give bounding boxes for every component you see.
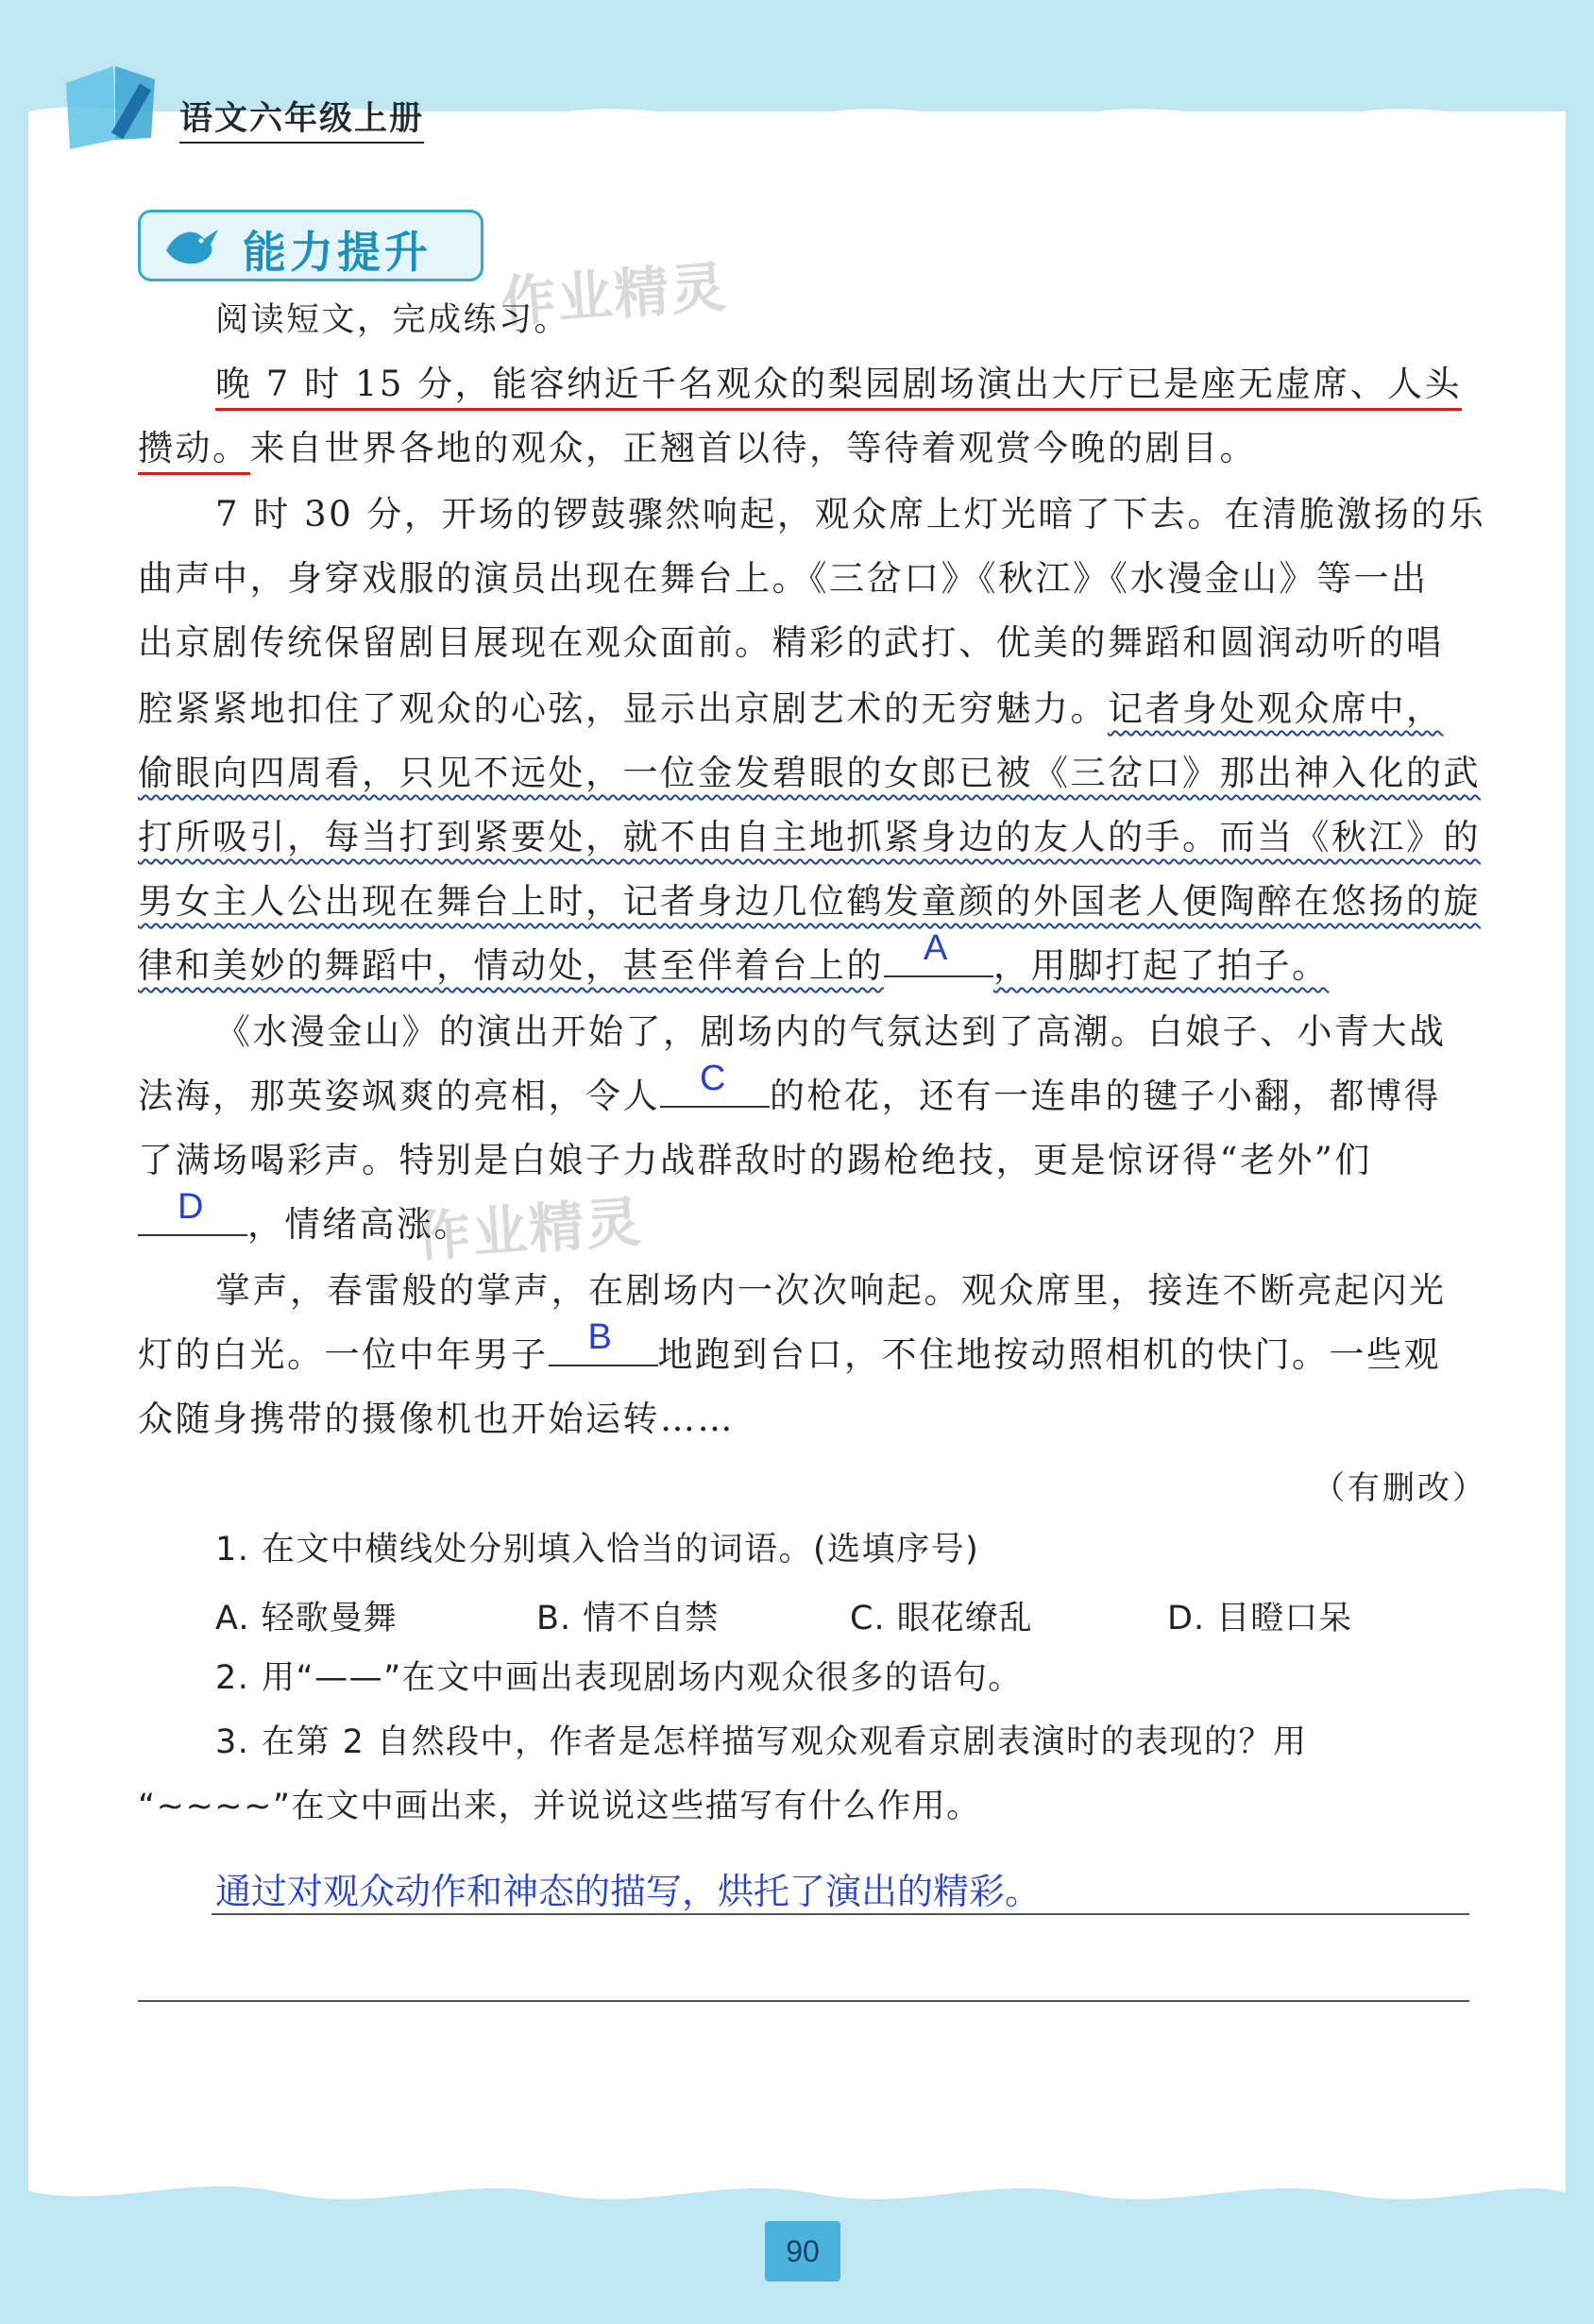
section-title: 能力提升 [243, 227, 432, 278]
blank-answer: A [924, 928, 950, 968]
wavy-underlined-sentence: 男女主人公出现在舞台上时，记者身边几位鹤发童颜的外国老人便陶醉在悠扬的旋 [138, 881, 1481, 922]
passage-line [138, 752, 1481, 795]
watermark: 作业精灵 [499, 254, 730, 335]
passage-text: 来自世界各地的观众，正翘首以待，等待着观赏今晚的剧目。 [249, 428, 1257, 468]
passage-line: 7 时 30 分，开场的锣鼓骤然响起，观众席上灯光暗了下去。在清脆激扬的乐 [215, 494, 1486, 534]
blank-answer: B [587, 1317, 615, 1357]
blank-answer: D [178, 1187, 206, 1227]
passage-line: 掌声，春雷般的掌声，在剧场内一次次响起。观众席里，接连不断亮起闪光 [215, 1270, 1447, 1311]
passage-text: 灯的白光。一位中年男子 [138, 1334, 549, 1375]
section-badge [138, 210, 483, 281]
wavy-underlined-sentence: 律和美妙的舞蹈中，情动处，甚至伴着台上的 [138, 945, 884, 986]
passage-line: 众随身携带的摄像机也开始运转…… [138, 1399, 735, 1439]
red-underlined-sentence: 攒动。 [138, 428, 250, 475]
passage-line [215, 363, 1462, 406]
passage-line [138, 928, 1330, 988]
wavy-underlined-sentence: ，用脚打起了拍子。 [993, 945, 1330, 986]
passage-line [138, 1059, 1441, 1118]
passage-text: 法海，那英姿飒爽的亮相，令人 [138, 1076, 660, 1116]
question-3: 3. 在第 2 自然段中，作者是怎样描写观众观看京剧表演时的表现的？用 [215, 1723, 1308, 1761]
red-underlined-sentence: 晚 7 时 15 分，能容纳近千名观众的梨园剧场演出大厅已是座无虚席、人头 [215, 364, 1462, 411]
wavy-underlined-sentence: 记者身处观众席中， [1108, 688, 1444, 729]
watermark: 作业精灵 [414, 1189, 645, 1270]
book-pen-icon [57, 55, 170, 159]
passage-line [138, 687, 1444, 731]
question-1: 1. 在文中横线处分别填入恰当的词语。(选填序号) [215, 1531, 980, 1569]
question-2: 2. 用“——”在文中画出表现剧场内观众很多的语句。 [215, 1659, 1023, 1697]
question-3-cont: “~~~~”在文中画出来，并说说这些描写有什么作用。 [138, 1788, 981, 1825]
passage-line [138, 427, 1257, 470]
passage-line: 了满场喝彩声。特别是白娘子力战群敌时的踢枪绝技，更是惊讶得“老外”们 [138, 1140, 1372, 1180]
answer-line[interactable] [212, 1913, 1469, 1915]
fill-blank[interactable] [660, 1059, 770, 1108]
option-a: A. 轻歌曼舞 [215, 1600, 398, 1637]
option-c: C. 眼花缭乱 [850, 1600, 1033, 1637]
passage-line: 曲声中，身穿戏服的演员出现在舞台上。《三岔口》《秋江》《水漫金山》等一出 [138, 558, 1429, 599]
instruction: 阅读短文，完成练习。 [215, 301, 570, 339]
fill-blank[interactable] [138, 1187, 247, 1236]
passage-text: 地跑到台口，不住地按动照相机的快门。一些观 [657, 1334, 1441, 1375]
source-note: （有删改） [1313, 1469, 1487, 1507]
book-title: 语文六年级上册 [179, 93, 424, 144]
option-d: D. 目瞪口呆 [1167, 1600, 1353, 1637]
passage-line: 《水漫金山》的演出开始了，剧场内的气氛达到了高潮。白娘子、小青大战 [215, 1011, 1447, 1052]
option-b: B. 情不自禁 [536, 1600, 720, 1637]
page-number: 90 [765, 2221, 840, 2282]
answer-text: 通过对观众动作和神态的描写，烘托了演出的精彩。 [215, 1871, 1042, 1912]
passage-text: 腔紧紧地扣住了观众的心弦，显示出京剧艺术的无穷魅力。 [138, 688, 1108, 729]
passage-line [138, 816, 1481, 859]
fill-blank[interactable] [549, 1317, 658, 1366]
passage-line [138, 1317, 1441, 1377]
fill-blank[interactable] [884, 928, 993, 977]
wavy-underlined-sentence: 打所吸引，每当打到紧要处，就不由自主地抓紧身边的友人的手。而当《秋江》的 [138, 817, 1481, 857]
blank-answer: C [700, 1059, 728, 1098]
passage-line [138, 880, 1481, 924]
bird-icon [161, 222, 228, 269]
passage-text: ，情绪高涨。 [247, 1204, 471, 1245]
passage-text: 的枪花，还有一连串的毽子小翻，都博得 [770, 1076, 1441, 1116]
passage-line [138, 1187, 471, 1247]
passage-line: 出京剧传统保留剧目展现在观众面前。精彩的武打、优美的舞蹈和圆润动听的唱 [138, 622, 1444, 663]
wavy-underlined-sentence: 偷眼向四周看，只见不远处，一位金发碧眼的女郎已被《三岔口》那出神入化的武 [138, 753, 1481, 793]
answer-line[interactable] [138, 2000, 1469, 2002]
